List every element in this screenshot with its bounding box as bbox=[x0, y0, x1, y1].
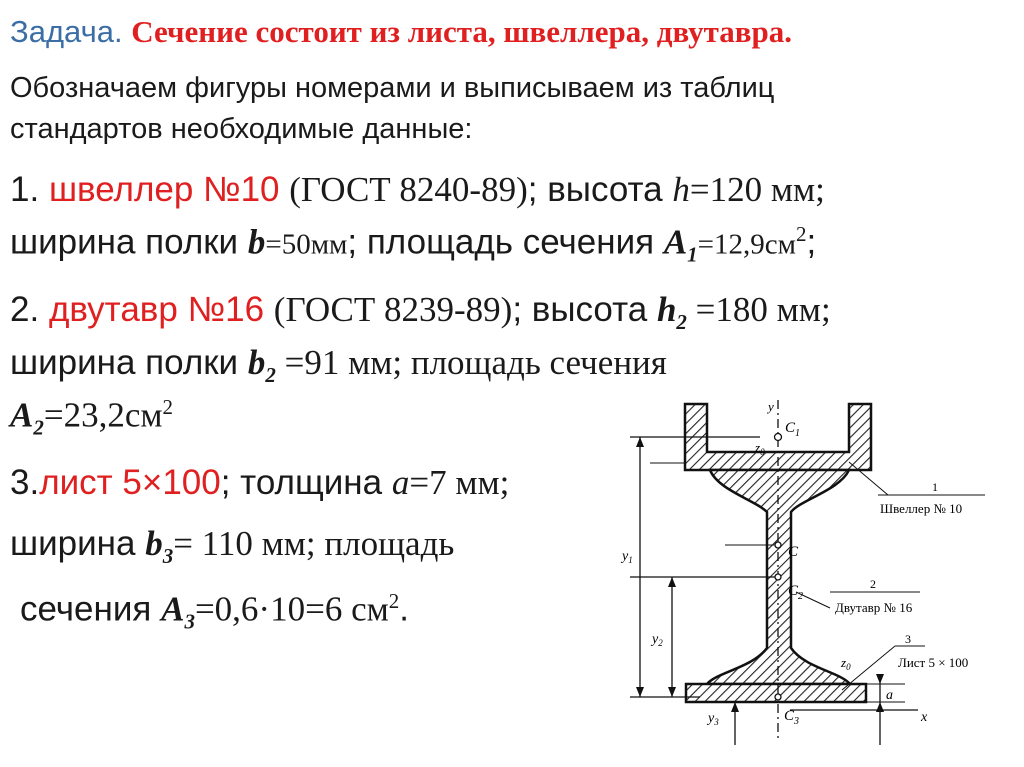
item1-area-val: =12,9см bbox=[697, 228, 796, 261]
item1-area-end: ; bbox=[806, 222, 817, 262]
item2-area-sup: 2 bbox=[162, 395, 174, 419]
fig-y3-label: $y_3$ bbox=[708, 711, 719, 727]
item2-line-3 bbox=[10, 395, 173, 441]
item1-area-sub: 1 bbox=[687, 242, 698, 267]
item2-name: двутавр №16 bbox=[48, 290, 265, 329]
fig-label2-number: 2 bbox=[870, 577, 876, 591]
item1-area-var: A bbox=[663, 222, 688, 262]
item3-line-1 bbox=[10, 463, 509, 503]
item1-gost: (ГОСТ 8240-89) bbox=[289, 170, 528, 209]
fig-y2-label: $y_2$ bbox=[652, 632, 663, 648]
fig-label1-number: 1 bbox=[932, 480, 938, 494]
item2-area-val: =23,2см bbox=[43, 395, 163, 435]
fig-a-label: a bbox=[886, 688, 893, 703]
item2-number: 2. bbox=[10, 290, 40, 329]
item2-width-sub: 2 bbox=[265, 363, 276, 387]
item2-height-text: ; высота bbox=[512, 290, 648, 329]
fig-z0-bottom-label: $z_0$ bbox=[841, 655, 851, 672]
fig-x-label: x bbox=[921, 710, 928, 725]
fig-label3-text: Лист 5 × 100 bbox=[898, 655, 969, 670]
fig-label3-number: 3 bbox=[905, 632, 911, 646]
item1-line-2 bbox=[10, 222, 816, 268]
item3-thick-var: a bbox=[391, 463, 410, 502]
item2-width-text: ширина полки bbox=[10, 343, 239, 382]
item3-width-text: ширина bbox=[10, 524, 136, 563]
fig-y-label: y bbox=[768, 399, 774, 414]
item2-line-1 bbox=[10, 290, 831, 335]
item3-line-2 bbox=[10, 524, 454, 569]
cross-section-diagram bbox=[600, 395, 1012, 755]
item1-width-var: b bbox=[247, 222, 266, 262]
item3-width-val: = 110 мм; площадь bbox=[173, 524, 455, 563]
item1-height-val: =120 мм; bbox=[689, 170, 825, 209]
fig-z0-top-label: $z_0$ bbox=[755, 440, 765, 457]
item2-area-sub: 2 bbox=[33, 415, 44, 440]
fig-c1-label: $C_1$ bbox=[785, 420, 801, 439]
item2-line-2 bbox=[10, 343, 667, 388]
item3-thick-text: ; толщина bbox=[220, 463, 383, 502]
item3-line-3 bbox=[20, 589, 409, 635]
item3-area-val: =0,6·10=6 см bbox=[194, 589, 389, 629]
item2-height-sub: 2 bbox=[676, 310, 687, 334]
intro-line-1: Обозначаем фигуры номерами и выписываем из таблиц bbox=[10, 72, 775, 104]
fig-c3-label: $C_3$ bbox=[784, 708, 800, 727]
fig-label2-text: Двутавр № 16 bbox=[835, 600, 913, 615]
item2-width-val: =91 мм; площадь сечения bbox=[275, 343, 667, 382]
item1-name: швеллер №10 bbox=[48, 170, 280, 209]
fig-label1-text: Швеллер № 10 bbox=[880, 501, 963, 516]
item2-height-var: h bbox=[656, 290, 677, 329]
item2-width-var: b bbox=[247, 343, 266, 382]
item1-height-var: h bbox=[672, 170, 690, 209]
item1-width-val: =50мм bbox=[265, 228, 348, 261]
fig-c-label: C bbox=[788, 544, 799, 560]
item2-gost: (ГОСТ 8239-89) bbox=[273, 290, 513, 329]
item1-area-text: ; площадь сечения bbox=[347, 222, 655, 262]
fig-y1-label: $y_1$ bbox=[622, 549, 633, 565]
item3-width-var: b bbox=[145, 524, 163, 563]
item1-height-text: ; высота bbox=[527, 170, 663, 209]
task-heading bbox=[10, 14, 792, 50]
item3-area-sup: 2 bbox=[388, 589, 400, 613]
item1-line-1 bbox=[10, 170, 825, 210]
item1-number: 1. bbox=[10, 170, 40, 209]
item3-area-sub: 3 bbox=[184, 609, 195, 634]
item3-thick-val: =7 мм; bbox=[409, 463, 510, 502]
item1-area-sup: 2 bbox=[796, 222, 807, 246]
item3-area-end: . bbox=[399, 589, 409, 629]
fig-c2-label: $C_2$ bbox=[788, 583, 804, 602]
task-statement: Сечение состоит из листа, швеллера, двутавра. bbox=[131, 14, 792, 49]
item1-width-text: ширина полки bbox=[10, 222, 239, 262]
item3-area-text: сечения bbox=[20, 589, 152, 629]
item3-width-sub: 3 bbox=[162, 544, 174, 568]
task-label: Задача. bbox=[10, 14, 123, 49]
item3-number: 3. bbox=[10, 463, 40, 502]
item3-area-var: A bbox=[161, 589, 185, 629]
item3-name: лист 5×100 bbox=[39, 463, 221, 502]
intro-line-2: стандартов необходимые данные: bbox=[10, 113, 473, 145]
item2-area-var: A bbox=[10, 395, 34, 435]
item2-height-val: =180 мм; bbox=[686, 290, 831, 329]
